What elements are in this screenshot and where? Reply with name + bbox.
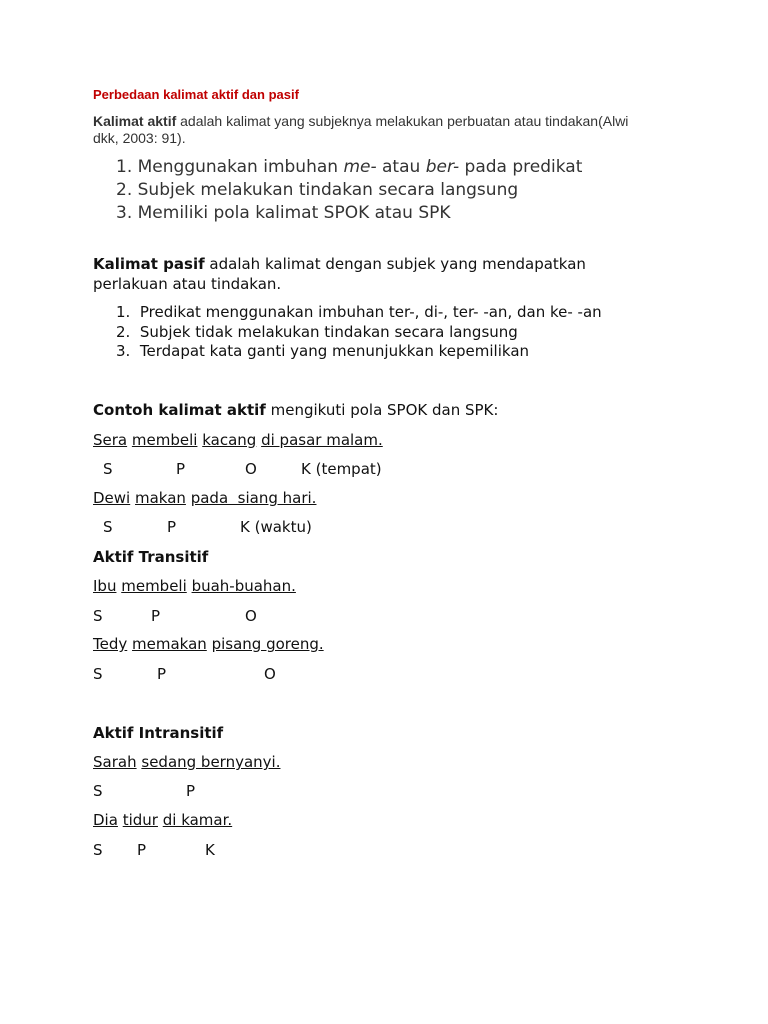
subject-word: Sera: [93, 431, 128, 449]
pasif-list-item-2: [116, 323, 518, 341]
subject-word: Ibu: [93, 577, 117, 595]
pasif-term: Kalimat pasif: [93, 255, 205, 273]
label-p: P: [137, 841, 147, 859]
pasif-list-item-3: [116, 342, 529, 360]
label-p: P: [157, 665, 167, 683]
contoh-term: Contoh kalimat aktif: [93, 401, 266, 419]
subject-word: Sarah: [93, 753, 137, 771]
example-sentence-1: [93, 431, 383, 449]
label-s: S: [93, 782, 103, 800]
label-s: S: [93, 841, 103, 859]
list-number: 3.: [116, 342, 131, 360]
transitif-sentence-1: [93, 577, 296, 595]
label-o: O: [245, 607, 257, 625]
label-p: P: [176, 460, 186, 478]
object-word: kacang: [202, 431, 257, 449]
pasif-list-item-1: [116, 303, 602, 321]
predicate-word: sedang bernyanyi.: [141, 753, 281, 771]
contoh-heading: [93, 401, 498, 419]
label-p: P: [186, 782, 196, 800]
aktif-list-item-1: [116, 157, 582, 177]
list-text: Predikat menggunakan imbuhan ter-, di-, ter- -an, dan ke- -an: [139, 303, 602, 321]
list-number: 2.: [116, 323, 131, 341]
label-p: P: [151, 607, 161, 625]
intransitif-sentence-1: [93, 753, 280, 771]
example-sentence-2: [93, 489, 316, 507]
list-number: 3.: [116, 203, 133, 223]
pasif-definition-text: adalah kalimat dengan subjek yang mendapatkan: [204, 255, 586, 273]
list-number: 2.: [116, 180, 133, 200]
aktif-definition-text: adalah kalimat yang subjeknya melakukan perbuatan atau tindakan(Alwi dkk, 2003: 91).: [93, 113, 629, 146]
list-text: Subjek melakukan tindakan secara langsung: [137, 180, 519, 200]
aktif-list-item-2: [116, 180, 518, 200]
aktif-definition: [93, 113, 653, 147]
subject-word: Tedy: [93, 635, 128, 653]
list-text: Subjek tidak melakukan tindakan secara langsung: [139, 323, 518, 341]
object-word: buah-buahan.: [191, 577, 296, 595]
predicate-word: tidur: [122, 811, 158, 829]
predicate-word: makan: [135, 489, 186, 507]
label-s: S: [103, 518, 113, 536]
transitif-heading: Aktif Transitif: [93, 548, 209, 566]
pasif-definition-line-2: perlakuan atau tindakan.: [93, 275, 282, 293]
list-text: pada predikat: [459, 157, 583, 177]
intransitif-heading: Aktif Intransitif: [93, 724, 224, 742]
object-word: pisang goreng.: [211, 635, 324, 653]
label-k: K (waktu): [240, 518, 312, 536]
predicate-word: membeli: [121, 577, 187, 595]
label-s: S: [93, 665, 103, 683]
aktif-term: Kalimat aktif: [93, 113, 177, 129]
imbuhan-ber: ber-: [425, 157, 460, 177]
label-k: K: [205, 841, 215, 859]
predicate-word: membeli: [131, 431, 198, 449]
adverb-word: pada siang hari.: [190, 489, 317, 507]
subject-word: Dewi: [93, 489, 131, 507]
aktif-list-item-3: [116, 203, 451, 223]
list-number: 1.: [116, 157, 133, 177]
list-text: Terdapat kata ganti yang menunjukkan kepemilikan: [139, 342, 530, 360]
list-number: 1.: [116, 303, 131, 321]
imbuhan-me: me-: [343, 157, 377, 177]
label-s: S: [103, 460, 113, 478]
pasif-definition-line-1: [93, 255, 586, 273]
contoh-text: mengikuti pola SPOK dan SPK:: [265, 401, 499, 419]
label-p: P: [167, 518, 177, 536]
page-title: Perbedaan kalimat aktif dan pasif: [93, 87, 299, 102]
predicate-word: memakan: [132, 635, 207, 653]
transitif-sentence-2: [93, 635, 324, 653]
label-o: O: [264, 665, 276, 683]
adverb-word: di pasar malam.: [261, 431, 383, 449]
list-text: atau: [376, 157, 426, 177]
subject-word: Dia: [93, 811, 118, 829]
list-text: Menggunakan imbuhan: [137, 157, 344, 177]
label-s: S: [93, 607, 103, 625]
label-o: O: [245, 460, 257, 478]
label-k: K (tempat): [301, 460, 382, 478]
intransitif-sentence-2: [93, 811, 232, 829]
list-text: Memiliki pola kalimat SPOK atau SPK: [137, 203, 451, 223]
adverb-word: di kamar.: [162, 811, 233, 829]
